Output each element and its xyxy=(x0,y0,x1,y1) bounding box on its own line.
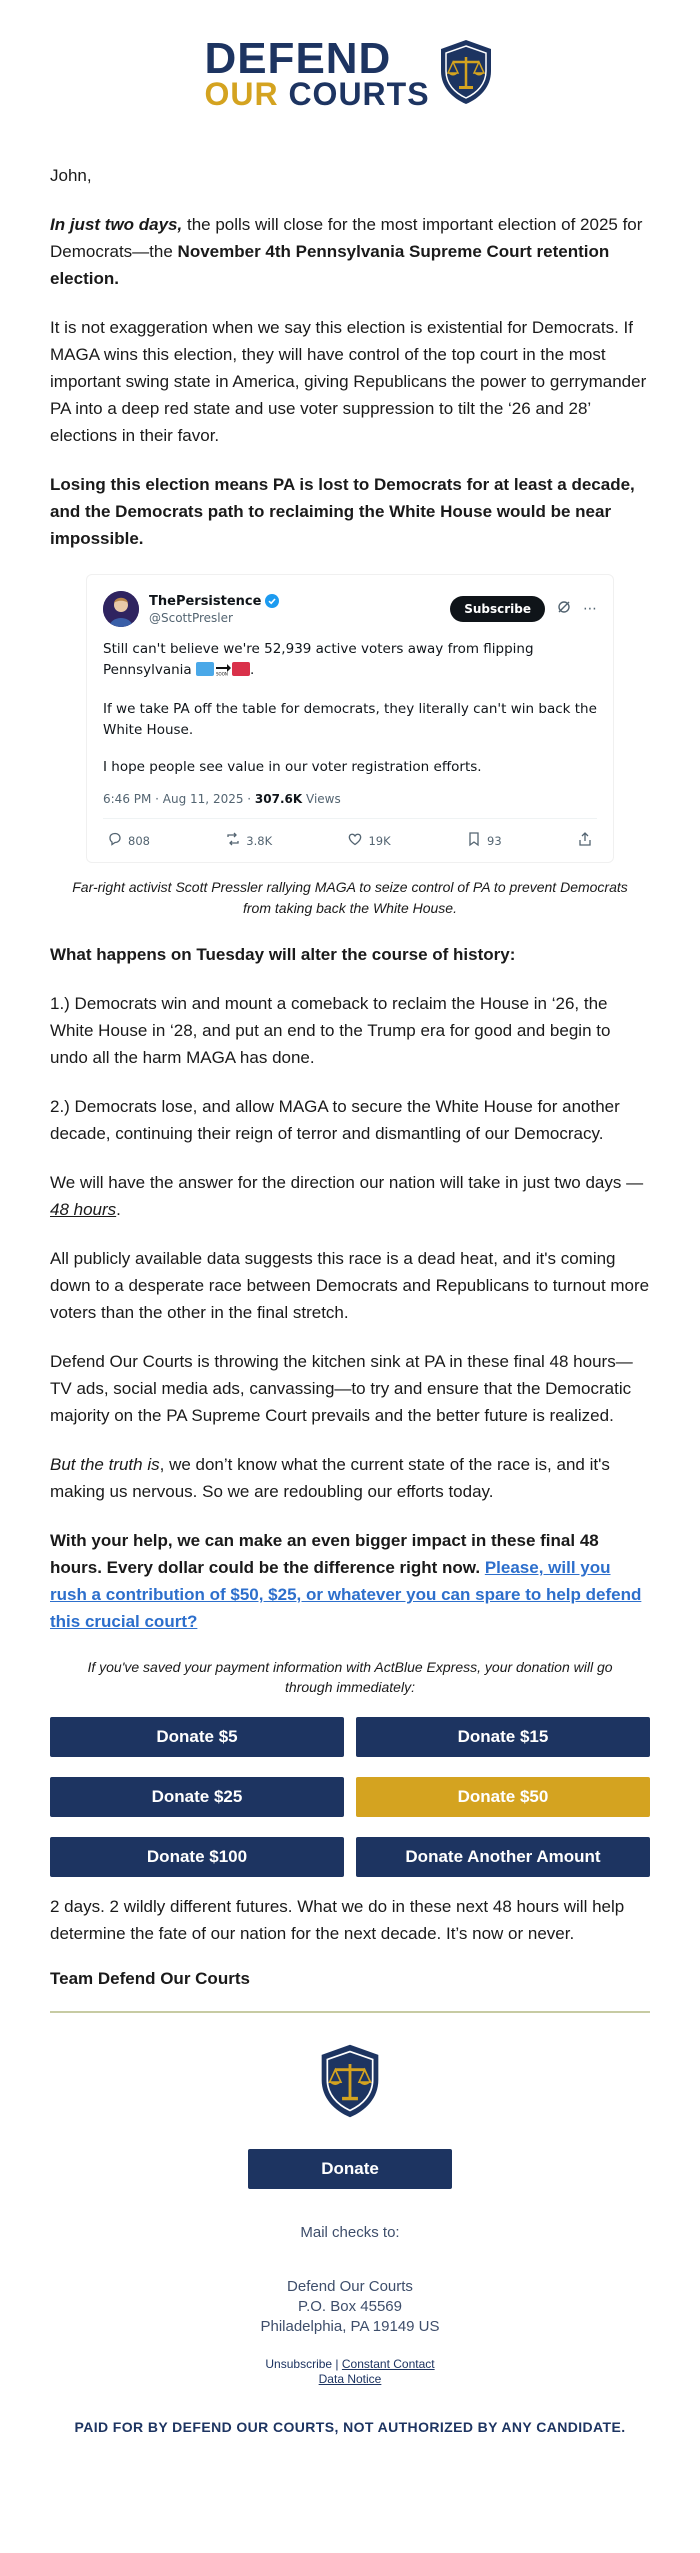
tweet-views-label: Views xyxy=(302,792,341,806)
actblue-note: If you've saved your payment information with ActBlue Express, your donation will go through immediately: xyxy=(87,1659,613,1695)
link-separator: | xyxy=(332,2357,342,2371)
tweet-caption: Far-right activist Scott Pressler rallying MAGA to seize control of PA to prevent Democrats from taking back the White House. xyxy=(72,879,628,916)
tweet-author xyxy=(149,594,450,625)
tweet-timestamp[interactable]: 6:46 PM · Aug 11, 2025 · xyxy=(103,792,255,806)
intro-mid: the polls will close for the most important election of 2025 for Democrats—the xyxy=(50,215,643,261)
bookmark-count: 93 xyxy=(487,833,502,848)
unsubscribe-link[interactable]: Unsubscribe xyxy=(265,2357,333,2371)
tweet-embed[interactable] xyxy=(86,574,614,863)
paragraph-kitchen-sink: Defend Our Courts is throwing the kitchen sink at PA in these final 48 hours—TV ads, social media ads, canvassing—to try and ensure that the Democratic majority on the PA Supreme Court prevails and the better future is realized. xyxy=(50,1352,633,1425)
grok-icon[interactable] xyxy=(557,600,571,618)
paragraph-tuesday: What happens on Tuesday will alter the course of history: xyxy=(50,945,516,964)
tweet-line-3: I hope people see value in our voter registration efforts. xyxy=(103,759,482,775)
logo-lockup xyxy=(204,34,495,112)
donate-5-button[interactable]: Donate $5 xyxy=(50,1717,344,1757)
shield-scales-icon xyxy=(436,37,496,112)
avatar[interactable] xyxy=(103,591,139,627)
tweet-actions xyxy=(103,819,597,852)
tweet-line-2: If we take PA off the table for democrats, they literally can't win back the White House. xyxy=(103,701,597,738)
data-notice-link[interactable]: Data Notice xyxy=(318,2372,382,2386)
tweet-views-count: 307.6K xyxy=(254,792,303,806)
like-action[interactable] xyxy=(347,831,390,850)
svg-text:SOON: SOON xyxy=(215,671,228,676)
logo-wordmark xyxy=(204,34,430,112)
paragraph-closing: 2 days. 2 wildly different futures. What we do in these next 48 hours will help determine the fate of our nation for the next decade. It’s now or never. xyxy=(50,1897,625,1943)
donate-50-button[interactable]: Donate $50 xyxy=(356,1777,650,1817)
verified-badge-icon xyxy=(265,594,279,608)
share-icon xyxy=(577,831,593,850)
mail-org: Defend Our Courts xyxy=(287,2278,413,2295)
repost-count: 3.8K xyxy=(246,833,273,848)
paragraph-losing: Losing this election means PA is lost to Democrats for at least a decade, and the Democrats path to reclaiming the White House would be near impossible. xyxy=(50,475,635,548)
repost-icon xyxy=(225,831,241,850)
bookmark-action[interactable] xyxy=(466,831,502,850)
donate-100-button[interactable]: Donate $100 xyxy=(50,1837,344,1877)
intro-strong: November 4th Pennsylvania Supreme Court retention election. xyxy=(50,242,610,288)
mail-city: Philadelphia, PA 19149 US xyxy=(260,2318,440,2335)
constant-contact-link[interactable]: Constant Contact xyxy=(341,2357,435,2371)
reply-icon xyxy=(107,831,123,850)
tweet-handle[interactable]: @ScottPresler xyxy=(149,610,233,625)
paragraph-truth xyxy=(50,1451,650,1505)
paragraph-intro xyxy=(50,211,650,292)
divider xyxy=(50,2011,650,2013)
footer-shield-icon[interactable] xyxy=(50,2041,650,2121)
tweet-line-1b: . xyxy=(249,662,255,678)
tweet-line-1a: Still can't believe we're 52,939 active voters away from flipping Pennsylvania xyxy=(103,641,534,678)
logo-courts: COURTS xyxy=(288,75,430,112)
paragraph-outcome-1: 1.) Democrats win and mount a comeback to reclaim the House in ‘26, the White House in ‘28, and put an end to the Trump era for good and begin to undo all the harm MAGA has done. xyxy=(50,994,611,1067)
footer-links xyxy=(50,2357,650,2387)
logo-defend: DEFEND xyxy=(204,34,392,84)
reply-action[interactable] xyxy=(107,831,150,850)
header-logo[interactable] xyxy=(50,0,650,140)
reply-count: 808 xyxy=(128,833,150,848)
heart-icon xyxy=(347,831,363,850)
paragraph-ask xyxy=(50,1527,650,1635)
tweet-body xyxy=(103,639,597,778)
repost-action[interactable] xyxy=(225,831,272,850)
hours-emphasis: 48 hours xyxy=(50,1200,117,1219)
paragraph-dead-heat: All publicly available data suggests this race is a dead heat, and it's coming down to a desperate race between Democrats and Republicans to turnout more voters than the other in the final stretch. xyxy=(50,1249,650,1322)
tweet-author-name[interactable]: ThePersistence xyxy=(149,593,262,609)
blue-square-emoji xyxy=(196,662,214,676)
footer-donate-button[interactable]: Donate xyxy=(248,2149,452,2189)
tweet-meta xyxy=(103,792,597,819)
subscribe-button[interactable]: Subscribe xyxy=(450,596,545,622)
hours-end: . xyxy=(116,1200,121,1219)
hours-text: We will have the answer for the direction our nation will take in just two days — xyxy=(50,1173,644,1192)
mail-po-box: P.O. Box 45569 xyxy=(298,2298,402,2315)
red-square-emoji xyxy=(232,662,250,676)
donate-15-button[interactable]: Donate $15 xyxy=(356,1717,650,1757)
paragraph-outcome-2: 2.) Democrats lose, and allow MAGA to secure the White House for another decade, continuing their reign of terror and dismantling of our Democracy. xyxy=(50,1097,620,1143)
truth-lead: But the truth is xyxy=(50,1455,160,1474)
soon-arrow-emoji xyxy=(214,662,232,683)
salutation: John, xyxy=(50,166,92,185)
paragraph-48-hours xyxy=(50,1169,650,1223)
mail-checks-heading: Mail checks to: xyxy=(300,2224,400,2241)
contribution-link[interactable]: Please, will you rush a contribution of $50, $25, or whatever you can spare to help defend this crucial court? xyxy=(50,1558,642,1631)
intro-lead: In just two days, xyxy=(50,215,183,234)
like-count: 19K xyxy=(368,833,391,848)
tweet-line-1 xyxy=(103,639,597,683)
logo-our-courts xyxy=(204,75,430,112)
donate-25-button[interactable]: Donate $25 xyxy=(50,1777,344,1817)
donate-other-amount-button[interactable]: Donate Another Amount xyxy=(356,1837,650,1877)
footer xyxy=(50,2041,650,2435)
more-options-icon[interactable]: ⋯ xyxy=(583,601,597,617)
ask-bold: With your help, we can make an even bigger impact in these final 48 hours. Every dollar could be the difference right now. xyxy=(50,1531,599,1577)
truth-rest: , we don’t know what the current state of the race is, and it's making us nervous. So we are redoubling our efforts today. xyxy=(50,1455,610,1501)
paragraph-existential: It is not exaggeration when we say this election is existential for Democrats. If MAGA wins this election, they will have control of the top court in the most important swing state in America, giving Republicans the power to gerrymander PA into a deep red state and use voter suppression to tilt the ‘26 and 28’ elections in their favor. xyxy=(50,318,647,445)
share-action[interactable] xyxy=(577,831,593,850)
tweet-header xyxy=(103,589,597,629)
signature: Team Defend Our Courts xyxy=(50,1969,250,1988)
tweet-author-name-row xyxy=(149,594,450,609)
donate-button-grid xyxy=(50,1717,650,1877)
paid-for-disclaimer: PAID FOR BY DEFEND OUR COURTS, NOT AUTHORIZED BY ANY CANDIDATE. xyxy=(74,2419,626,2435)
logo-our: OUR xyxy=(204,75,279,112)
bookmark-icon xyxy=(466,831,482,850)
